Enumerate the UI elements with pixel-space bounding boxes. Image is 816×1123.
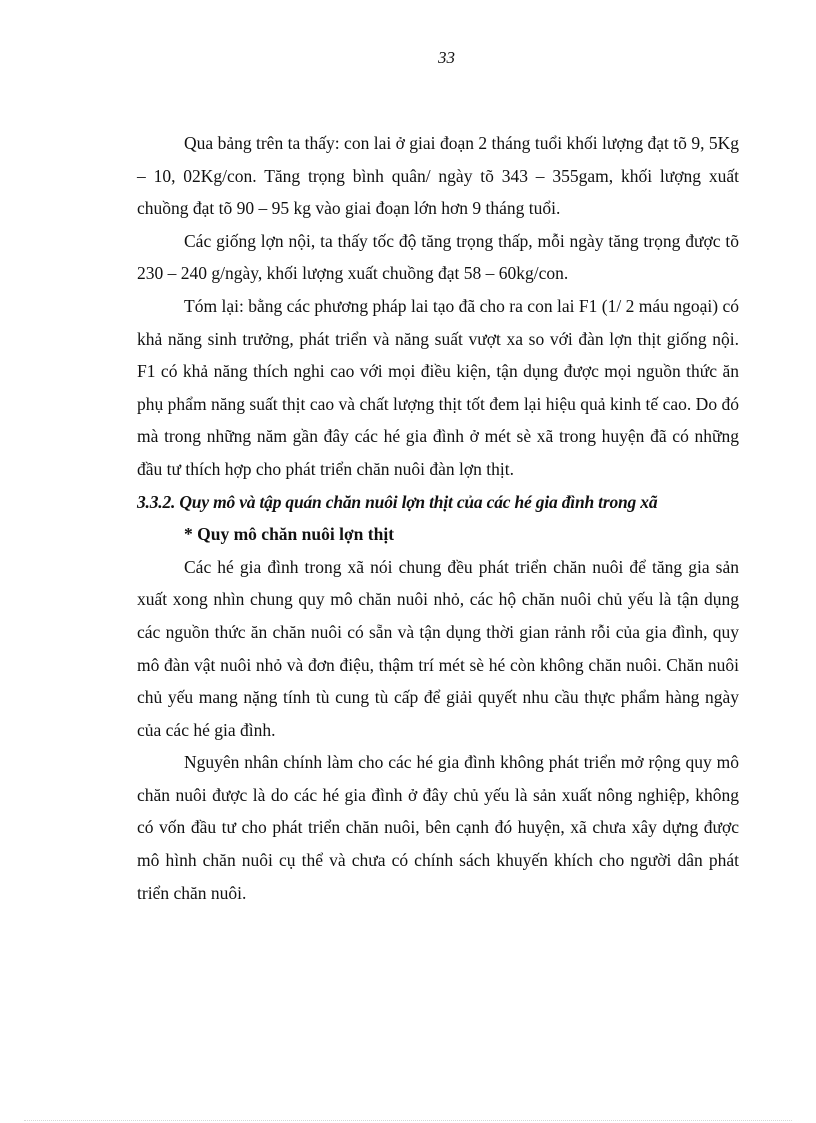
paragraph-conclusion-crossbreed: Qua bảng trên ta thấy: con lai ở giai đoạn 2 tháng tuổi khối lượng đạt tõ 9, 5Kg – 10, 02Kg/con. Tăng trọng bình quân/ ngày tõ 343 – 355gam, khối lượng xuất chuồng đạt tõ 90 – 95 kg vào giai đoạn lớn hơn 9 tháng tuổi. [137, 133, 739, 219]
paragraph-local-breeds: Các giống lợn nội, ta thấy tốc độ tăng trọng thấp, mỗi ngày tăng trọng được tõ 230 – 240 g/ngày, khối lượng xuất chuồng đạt 58 – 60kg/con. [137, 230, 739, 284]
paragraph-main-causes: Nguyên nhân chính làm cho các hé gia đình không phát triển mở rộng quy mô chăn nuôi được là do các hé gia đình ở đây chủ yếu là sản xuất nông nghiệp, không có vốn đầu tư cho phát triển chăn nuôi, bên cạnh đó huyện, xã chưa xây dựng được mô hình chăn nuôi cụ thể và chưa có chính sách khuyến khích cho người dân phát triển chăn nuôi. [137, 752, 739, 903]
sub-heading: * Quy mô chăn nuôi lợn thịt [184, 524, 395, 545]
document-body [137, 127, 739, 909]
paragraph-summary: Tóm lại: bằng các phương pháp lai tạo đã cho ra con lai F1 (1/ 2 máu ngoại) có khả năng sinh trưởng, phát triển và năng suất vượt xa so với đàn lợn thịt giống nội. F1 có khả năng thích nghi cao với mọi điều kiện, tận dụng được mọi nguồn thức ăn phụ phẩm năng suất thịt cao và chất lượng thịt tốt đem lại hiệu quả kinh tế cao. Do đó mà trong những năm gần đây các hé gia đình ở mét sè xã trong huyện đã có những đầu tư thích hợp cho phát triển chăn nuôi đàn lợn thịt. [137, 295, 739, 479]
page-number: 33 [438, 48, 455, 67]
section-heading: 3.3.2. Quy mô và tập quán chăn nuôi lợn thịt của các hé gia đình trong xã [137, 491, 658, 512]
paragraph-household-scale: Các hé gia đình trong xã nói chung đều phát triển chăn nuôi để tăng gia sản xuất xong nhìn chung quy mô chăn nuôi nhỏ, các hộ chăn nuôi chủ yếu là tận dụng các nguồn thức ăn chăn nuôi có sẵn và tận dụng thời gian rảnh rỗi của gia đình, quy mô đàn vật nuôi nhỏ và đơn điệu, thậm trí mét sè hé còn không chăn nuôi. Chăn nuôi chủ yếu mang nặng tính tù cung tù cấp để giải quyết nhu cầu thực phẩm hàng ngày của các hé gia đình. [137, 556, 739, 740]
page-bottom-divider [24, 1120, 792, 1121]
